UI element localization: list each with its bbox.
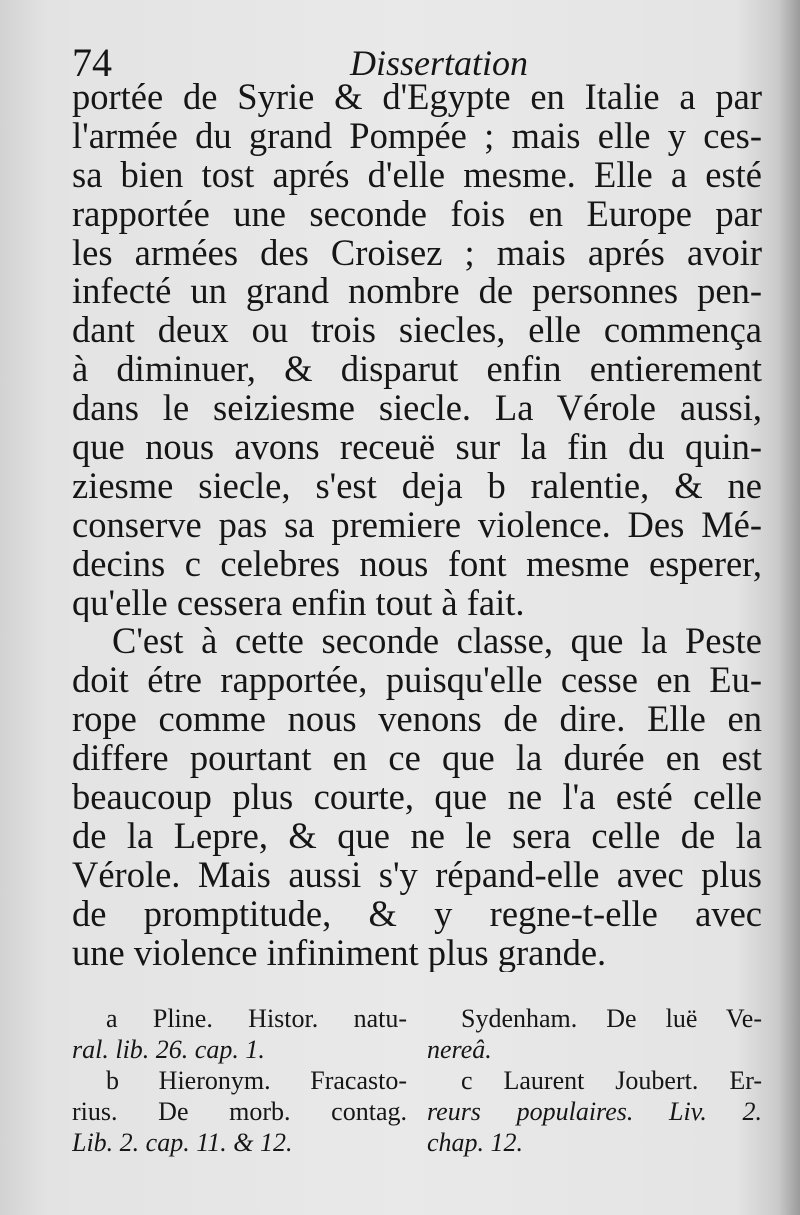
text-line: dant deux ou trois siecles, elle commença: [72, 311, 762, 351]
footnotes: [72, 1003, 762, 1173]
text-line: sa bien tost aprés d'elle mesme. Elle a esté: [72, 155, 762, 195]
text-line: rope comme nous venons de dire. Elle en: [72, 700, 762, 740]
text-line: differe pourtant en ce que la durée en est: [72, 739, 762, 779]
footnote-line: c Laurent Joubert. Er-: [461, 1066, 762, 1095]
footnote-line: a Pline. Histor. natu-: [106, 1004, 407, 1033]
footnote-line: ral. lib. 26. cap. 1.: [72, 1035, 265, 1064]
text-line: l'armée du grand Pompée ; mais elle y ces-: [72, 116, 762, 156]
text-line: à diminuer, & disparut enfin entierement: [72, 350, 762, 390]
body-text: [72, 78, 762, 972]
footnote-line: reurs populaires. Liv. 2.: [427, 1097, 762, 1126]
text-line: beaucoup plus courte, que ne l'a esté celle: [72, 778, 762, 817]
footnote-line: nereâ.: [427, 1035, 492, 1064]
footnote-line: rius. De morb. contag.: [72, 1097, 407, 1126]
text-line: qu'elle cessera enfin tout à fait.: [72, 583, 525, 623]
text-line: ziesme siecle, s'est deja b ralentie, & ne: [72, 466, 762, 506]
page-edge-shadow: [778, 0, 800, 1215]
text-line: doit étre rapportée, puisqu'elle cesse en Eu-: [72, 661, 762, 701]
running-head: Dissertation: [350, 43, 529, 83]
footnotes-left-column: [72, 1003, 407, 1158]
text-line: decins c celebres nous font mesme esperer,: [72, 544, 762, 584]
text-line: Vérole. Mais aussi s'y répand-elle avec plus: [72, 855, 762, 895]
text-line: dans le seiziesme siecle. La Vérole aussi,: [72, 389, 762, 429]
footnote-line: Lib. 2. cap. 11. & 12.: [72, 1128, 293, 1157]
footnotes-right-column: [427, 1003, 762, 1158]
text-line: C'est à cette seconde classe, que la Peste: [112, 622, 762, 662]
footnote-line: Sydenham. De luë Ve-: [461, 1004, 762, 1033]
page-number: 74: [72, 40, 112, 85]
text-line: de la Lepre, & que ne le sera celle de la: [72, 816, 762, 856]
footnote-line: chap. 12.: [427, 1128, 524, 1157]
text-line: rapportée une seconde fois en Europe par: [72, 194, 762, 234]
text-line: infecté un grand nombre de personnes pen-: [72, 272, 762, 312]
text-line: de promptitude, & y regne-t-elle avec: [72, 894, 762, 934]
text-line: que nous avons receuë sur la fin du quin-: [72, 428, 762, 467]
text-line: une violence infiniment plus grande.: [72, 933, 607, 973]
text-line: les armées des Croisez ; mais aprés avoir: [72, 233, 762, 273]
footnote-line: b Hieronym. Fracasto-: [106, 1066, 407, 1095]
text-line: conserve pas sa premiere violence. Des Mé-: [72, 505, 762, 545]
text-line: portée de Syrie & d'Egypte en Italie a par: [72, 78, 762, 117]
